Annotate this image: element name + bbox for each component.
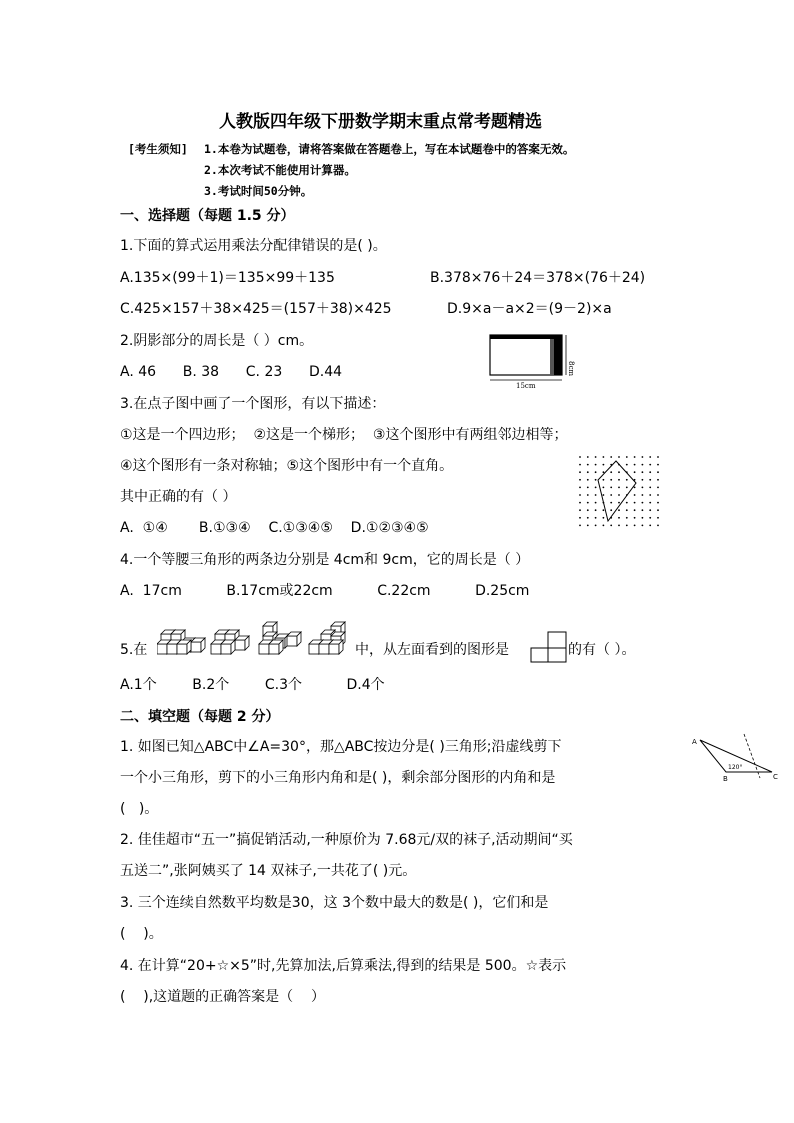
q2-shaded-rectangle-figure	[486, 331, 576, 389]
fill-q2-line-2: 五送二”,张阿姨买了 14 双袜子,一共花了( )元。	[120, 863, 417, 879]
q3-ask: 其中正确的有（ ）	[120, 489, 237, 505]
fill-q1-triangle-figure	[690, 728, 780, 784]
q3-kite-shape	[598, 461, 636, 521]
q2-stem: 2.阴影部分的周长是（ ）cm。	[120, 333, 314, 349]
fill-q1-label-a: A	[692, 738, 697, 746]
q5-mid-text: 中，从左面看到的图形是	[355, 642, 509, 658]
q5-solid-4	[309, 622, 345, 654]
q1-option-b: B.378×76＋24＝378×(76＋24)	[430, 270, 646, 286]
fill-q3-line-1: 3. 三个连续自然数平均数是30，这 3个数中最大的数是( )，它们和是	[120, 895, 549, 911]
q1-option-c: C.425×157＋38×425＝(157＋38)×425	[120, 301, 392, 317]
q5-solid-2	[211, 630, 249, 654]
q3-stem: 3.在点子图中画了一个图形，有以下描述：	[120, 396, 386, 412]
fill-q4-line-1: 4. 在计算“20+☆×5”时,先算加法,后算乘法,得到的结果是 500。☆表示	[120, 958, 567, 974]
q4-stem: 4.一个等腰三角形的两条边分别是 4cm和 9cm，它的周长是（ ）	[120, 552, 530, 568]
q1-option-a: A.135×(99＋1)＝135×99＋135	[120, 270, 335, 286]
q4-options: A. 17cm B.17cm或22cm C.22cm D.25cm	[120, 583, 530, 599]
fill-q1-line-1: 1. 如图已知△ABC中∠A=30°，那△ABC按边分是( )三角形;沿虚线剪下	[120, 739, 562, 755]
q2-width-label: 15cm	[516, 382, 536, 389]
q5-solid-3	[259, 622, 301, 654]
q5-left-view-figure	[530, 630, 570, 664]
fill-q1-angle-label: 120°	[728, 764, 743, 771]
page-title: 人教版四年级下册数学期末重点常考题精选	[219, 112, 542, 132]
section-heading-choice: 一、选择题（每题 1.5 分）	[120, 208, 295, 224]
notice-line-1: 1.本卷为试题卷，请将答案做在答题卷上，写在本试题卷中的答案无效。	[204, 142, 575, 156]
q3-line-1: ①这是一个四边形； ②这是一个梯形； ③这个图形中有两组邻边相等；	[120, 427, 568, 443]
fill-q3-line-2: ( )。	[120, 926, 163, 942]
q5-cube-solids-figure	[157, 620, 357, 656]
q3-options: A. ①④ B.①③④ C.①③④⑤ D.①②③④⑤	[120, 520, 429, 536]
q5-prefix: 5.在	[120, 642, 148, 658]
section-heading-fill: 二、填空题（每题 2 分）	[120, 709, 280, 725]
q3-dot-grid-figure	[578, 455, 660, 527]
notice-label: [考生须知]	[128, 142, 188, 156]
fill-q1-line-2: 一个小三角形，剪下的小三角形内角和是( )，剩余部分图形的内角和是	[120, 770, 556, 786]
q1-option-d: D.9×a－a×2＝(9－2)×a	[447, 301, 612, 317]
fill-q4-line-2: ( ),这道题的正确答案是（ ）	[120, 989, 325, 1005]
q5-options: A.1个 B.2个 C.3个 D.4个	[120, 677, 385, 693]
q5-suffix: 的有（ ）。	[568, 642, 636, 658]
q5-solid-1	[157, 630, 205, 654]
notice-line-2: 2.本次考试不能使用计算器。	[204, 163, 356, 177]
fill-q1-line-3: ( )。	[120, 801, 159, 817]
q1-stem: 1.下面的算式运用乘法分配律错误的是( )。	[120, 238, 387, 254]
notice-line-3: 3.考试时间50分钟。	[204, 184, 313, 198]
fill-q1-label-b: B	[723, 775, 728, 783]
q2-height-label: 8cm	[567, 361, 575, 377]
fill-q1-label-c: C	[773, 773, 778, 781]
q2-options: A. 46 B. 38 C. 23 D.44	[120, 364, 343, 380]
q3-line-2: ④这个图形有一条对称轴；⑤这个图形中有一个直角。	[120, 458, 454, 474]
fill-q2-line-1: 2. 佳佳超市“五一”搞促销活动,一种原价为 7.68元/双的袜子,活动期间“买	[120, 832, 573, 848]
